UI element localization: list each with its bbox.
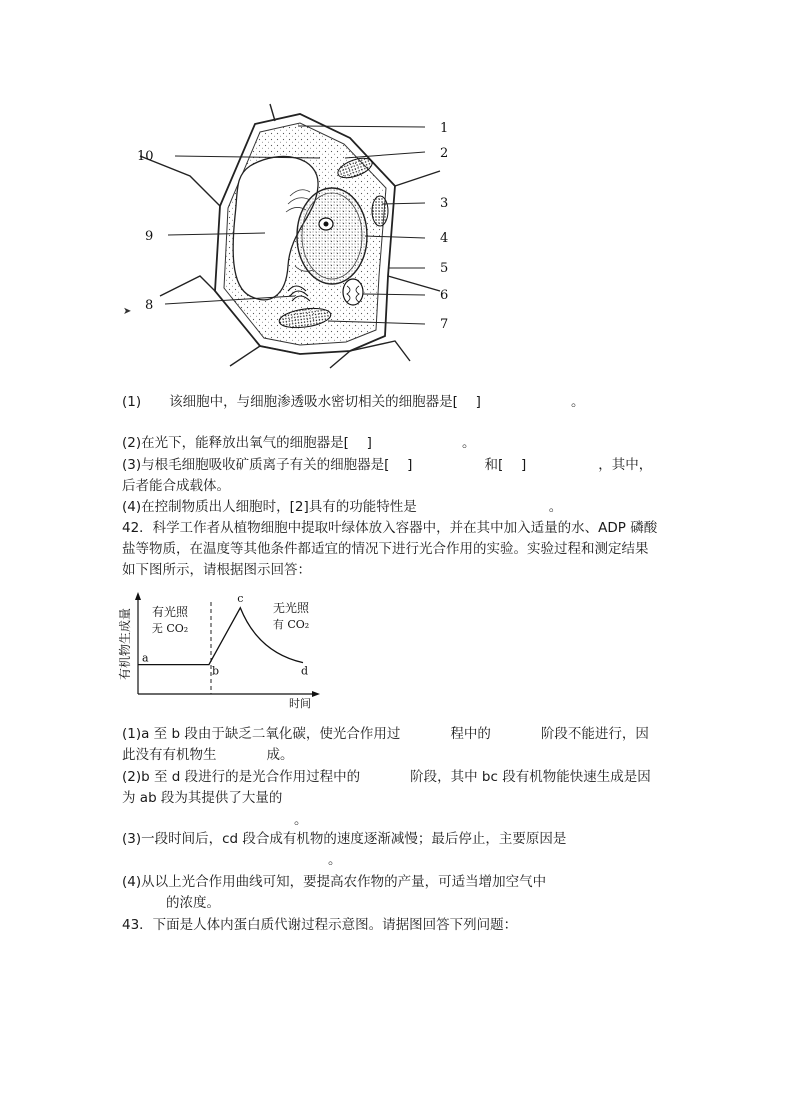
- x-axis-label: 时间: [289, 697, 311, 710]
- cell-label-4: 4: [440, 231, 449, 246]
- cell-label-9: 9: [145, 229, 154, 244]
- point-label-b: b: [211, 664, 219, 678]
- q42-part2-end: 。: [294, 812, 308, 828]
- point-label-c: c: [237, 591, 244, 605]
- region-right-line1: 无光照: [272, 601, 310, 615]
- cell-label-1: 1: [440, 121, 449, 136]
- q42-part4-cont: 的浓度。: [166, 895, 220, 911]
- svg-text:➤: ➤: [123, 306, 132, 317]
- cell-label-7: 7: [440, 317, 449, 332]
- q41-part3-cont: 后者能合成载体。: [122, 478, 230, 494]
- q42-part4: (4)从以上光合作用曲线可知，要提高农作物的产量，可适当增加空气中: [122, 874, 547, 890]
- q42-intro-line1: 42．科学工作者从植物细胞中提取叶绿体放入容器中，并在其中加入适量的水、ADP 磷酸: [122, 520, 658, 536]
- cell-label-6: 6: [440, 288, 449, 303]
- q42-intro-line3: 如下图所示，请根据图示回答：: [122, 562, 311, 578]
- point-label-a: a: [142, 651, 149, 665]
- q41-part2: (2)在光下，能释放出氧气的细胞器是[ ] 。: [122, 435, 476, 451]
- q43-intro: 43．下面是人体内蛋白质代谢过程示意图。请据图回答下列问题：: [122, 917, 518, 933]
- region-left-line2: 无 CO₂: [151, 622, 189, 635]
- q42-part1-cont: 此没有有机物生 成。: [122, 747, 294, 763]
- y-axis-label: 有机物生成量: [118, 607, 132, 681]
- cell-label-3: 3: [440, 196, 449, 211]
- cell-label-8: 8: [145, 298, 154, 313]
- plant-cell-diagram: [120, 96, 470, 381]
- cell-label-10: 10: [137, 149, 154, 164]
- q42-part1: (1)a 至 b 段由于缺乏二氧化碳，使光合作用过 程中的 阶段不能进行，因: [122, 726, 649, 742]
- q42-part3: (3)一段时间后，cd 段合成有机物的速度逐渐减慢；最后停止，主要原因是: [122, 831, 567, 847]
- cell-label-2: 2: [440, 146, 449, 161]
- q42-intro-line2: 盐等物质，在温度等其他条件都适宜的情况下进行光合作用的实验。实验过程和测定结果: [122, 541, 649, 557]
- photosynthesis-chart: [118, 584, 328, 710]
- q42-part2: (2)b 至 d 段进行的是光合作用过程中的 阶段，其中 bc 段有机物能快速生成是因: [122, 769, 651, 785]
- q41-part3: (3)与根毛细胞吸收矿质离子有关的细胞器是[ ] 和[ ] ，其中，: [122, 457, 653, 473]
- q42-part2-cont: 为 ab 段为其提供了大量的: [122, 790, 283, 806]
- region-right-line2: 有 CO₂: [272, 618, 310, 631]
- q41-part4: (4)在控制物质出人细胞时，[2]具有的功能特性是 。: [122, 499, 563, 515]
- q41-part1: (1) 该细胞中，与细胞渗透吸水密切相关的细胞器是[ ] 。: [122, 394, 585, 410]
- q42-part3-end: 。: [328, 852, 342, 868]
- cell-label-5: 5: [440, 261, 449, 276]
- point-label-d: d: [301, 664, 309, 678]
- region-left-line1: 有光照: [151, 605, 189, 619]
